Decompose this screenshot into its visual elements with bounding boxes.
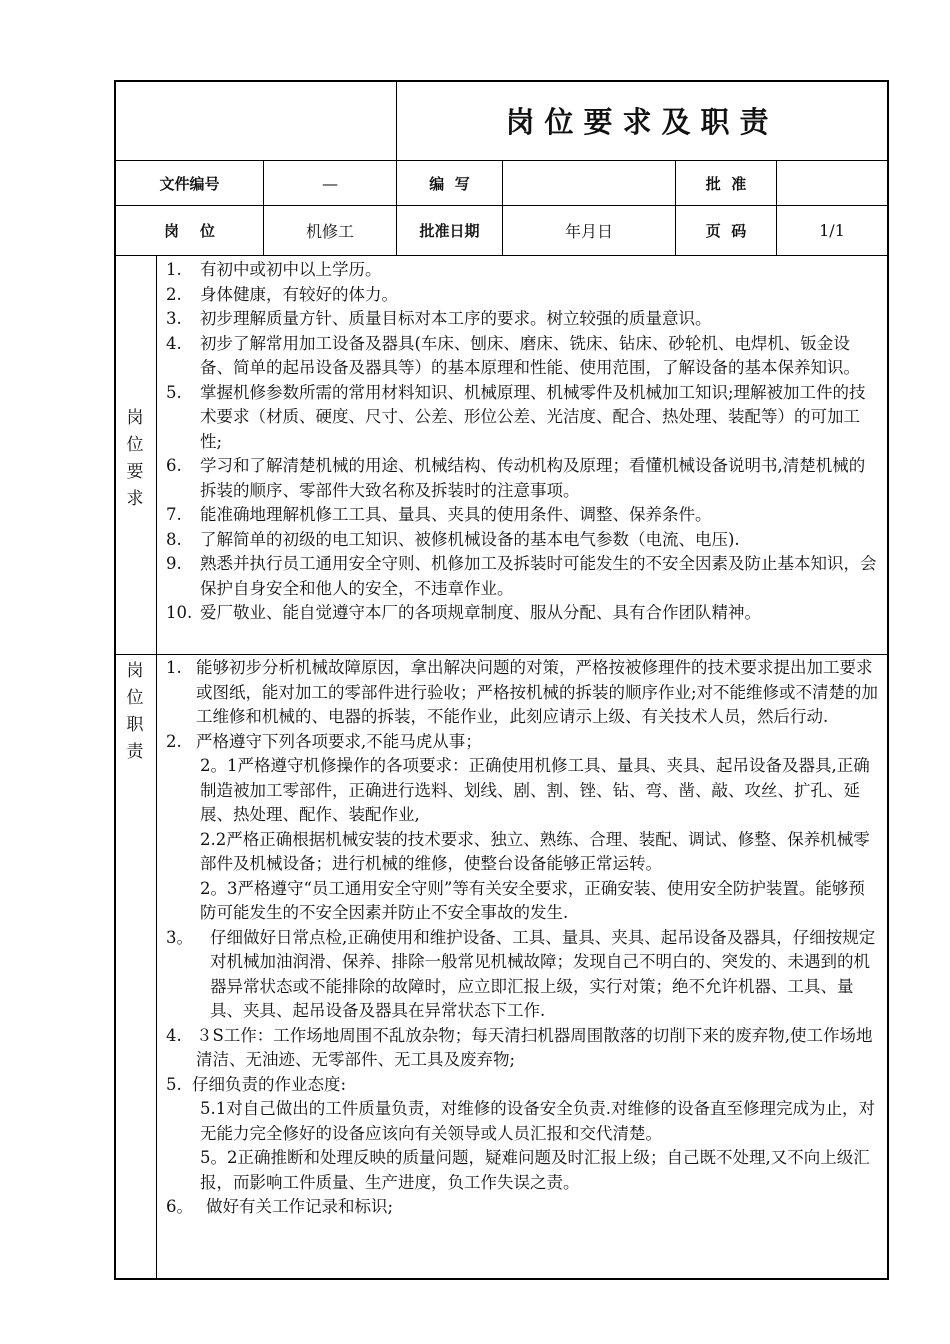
item-number: 3.	[166, 309, 182, 328]
item-text: 熟悉并执行员工通用安全守则、机修加工及拆装时可能发生的不安全因素及防止基本知识，会保护自身安全和他人的安全，不违章作业。	[200, 554, 877, 598]
item-text: 有初中或初中以上学历。	[200, 260, 382, 279]
side-char: 求	[126, 489, 144, 509]
item-text: 学习和了解清楚机械的用途、机械结构、传动机构及原理；看懂机械设备说明书,清楚机械的拆装的顺序、零部件大致名称及拆装时的注意事项。	[200, 456, 866, 500]
list-item	[166, 552, 880, 601]
sub-item: 2。1严格遵守机修操作的各项要求：正确使用机修工具、量具、夹具、起吊设备及器具,正确制造被加工零部件，正确进行选料、划线、剧、割、锉、钻、弯、凿、敲、攻丝、扩孔、延展、热处理、配作、装配作业,	[200, 756, 870, 824]
list-item	[166, 926, 880, 1024]
item-number: 2.	[166, 284, 182, 304]
duties-side-label	[115, 658, 155, 766]
item-number: 7.	[166, 505, 182, 524]
sub-item: 5.1对自己做出的工件质量负责，对维修的设备安全负责.对维修的设备直至修理完成为止，对无能力完全修好的设备应该向有关领导或人员汇报和交代清楚。	[200, 1099, 875, 1143]
item-number: 3。	[166, 927, 193, 947]
item-text: 能够初步分析机械故障原因，拿出解决问题的对策，严格按被修理件的技术要求提出加工要求或图纸，能对加工的零部件进行验收；严格按机械的拆装的顺序作业;对不能维修或不清楚的加工维修和机械的、电器的拆装，不能作业，此刻应请示上级、有关技术人员，然后行动.	[196, 658, 879, 726]
section-divider	[114, 654, 889, 655]
side-char: 责	[126, 742, 144, 762]
item-number: 6。	[166, 1197, 193, 1216]
item-number: 1.	[166, 260, 182, 279]
item-text: ３S工作：工作场地周围不乱放杂物；每天清扫机器周围散落的切削下来的废弃物,使工作场地清洁、无油迹、无零部件、无工具及废弃物;	[196, 1025, 873, 1069]
list-item	[166, 283, 880, 308]
list-item	[166, 258, 880, 283]
list-item	[166, 381, 880, 455]
item-text: 严格遵守下列各项要求,不能马虎从事；	[196, 731, 482, 751]
side-char: 岗	[126, 661, 144, 681]
list-item	[166, 601, 880, 626]
list-item	[166, 528, 880, 553]
item-number: 10.	[166, 603, 193, 622]
sub-item: 5。2正确推断和处理反映的质量问题，疑难问题及时汇报上级；自己既不处理,又不向上级汇报，而影响工件质量、生产进度，负工作失误之责。	[200, 1148, 870, 1192]
duties-list	[166, 656, 880, 1220]
item-text: 能准确地理解机修工工具、量具、夹具的使用条件、调整、保养条件。	[200, 505, 712, 524]
file-number-value: —	[322, 173, 338, 193]
author-value	[503, 161, 675, 205]
list-item	[166, 1024, 880, 1073]
author-label: 编 写	[429, 174, 470, 193]
item-number: 2.	[166, 731, 182, 751]
sub-item: 2.2严格正确根据机械安装的技术要求、独立、熟练、合理、装配、调试、修整、保养机械零部件及机械设备；进行机械的维修，使整台设备能够正常运转。	[200, 829, 870, 873]
side-char: 要	[126, 462, 144, 482]
item-number: 8.	[166, 529, 182, 549]
requirements-list	[166, 258, 880, 626]
side-label-divider	[156, 255, 157, 1280]
list-item	[166, 1073, 880, 1098]
item-number: 4.	[166, 333, 182, 353]
post-value: 机修工	[305, 222, 354, 241]
item-text: 身体健康，有较好的体力。	[200, 284, 398, 304]
requirements-side-label	[115, 405, 155, 513]
approval-date-value: 年月日	[564, 222, 613, 241]
post-label: 岗 位	[164, 222, 215, 240]
item-text: 仔细做好日常点检,正确使用和维护设备、工具、量具、夹具、起吊设备及器具，仔细按规定对机械加油润滑、保养、排除一般常见机械故障；发现自己不明白的、突发的、未遇到的机器异常状态或不能排除的故障时，应立即汇报上级，实行对策；绝不允许机器、工具、量具、夹具、起吊设备及器具在异常状态下工作.	[210, 927, 876, 1020]
item-number: 6.	[166, 456, 182, 475]
approver-label: 批 准	[705, 174, 747, 193]
document-title: 岗位要求及职责	[505, 105, 779, 139]
item-text: 初步理解质量方针、质量目标对本工序的要求。树立较强的质量意识。	[200, 309, 712, 328]
item-text: 爱厂敬业、能自觉遵守本厂的各项规章制度、服从分配、具有合作团队精神。	[200, 603, 761, 622]
approver-value	[777, 161, 887, 205]
item-number: 1.	[166, 658, 182, 677]
item-number: 5.	[166, 1074, 182, 1094]
list-item	[166, 307, 880, 332]
sub-item: 2。3严格遵守“员工通用安全守则”等有关安全要求，正确安装、使用安全防护装置。能够预防可能发生的不安全因素并防止不安全事故的发生.	[200, 878, 865, 922]
item-number: 5.	[166, 382, 182, 402]
item-text: 了解简单的初级的电工知识、被修机械设备的基本电气参数（电流、电压).	[200, 529, 740, 549]
file-number-label: 文件编号	[159, 174, 220, 193]
list-item	[166, 332, 880, 381]
item-number: 9.	[166, 554, 182, 573]
list-item	[166, 454, 880, 503]
side-char: 位	[126, 435, 144, 455]
item-number: 4.	[166, 1025, 182, 1045]
list-item	[166, 730, 880, 755]
item-text: 掌握机修参数所需的常用材料知识、机械原理、机械零件及机械加工知识;理解被加工件的技术要求（材质、硬度、尺寸、公差、形位公差、光洁度、配合、热处理、装配等）的可加工性;	[200, 382, 866, 451]
side-char: 职	[126, 715, 144, 735]
list-item	[166, 503, 880, 528]
page-value: 1/1	[819, 221, 845, 240]
item-text: 做好有关工作记录和标识;	[206, 1197, 394, 1216]
item-text: 仔细负责的作业态度:	[192, 1074, 347, 1094]
side-char: 岗	[126, 408, 144, 428]
row-divider	[114, 255, 889, 256]
page-label: 页 码	[705, 222, 747, 240]
side-char: 位	[126, 688, 144, 708]
approval-date-label: 批准日期	[419, 222, 480, 240]
list-item	[166, 1195, 880, 1220]
item-text: 初步了解常用加工设备及器具(车床、刨床、磨床、铣床、钻床、砂轮机、电焊机、钣金设备、简单的起吊设备及器具等）的基本原理和性能、使用范围，了解设备的基本保养知识。	[200, 333, 860, 377]
list-item	[166, 656, 880, 730]
